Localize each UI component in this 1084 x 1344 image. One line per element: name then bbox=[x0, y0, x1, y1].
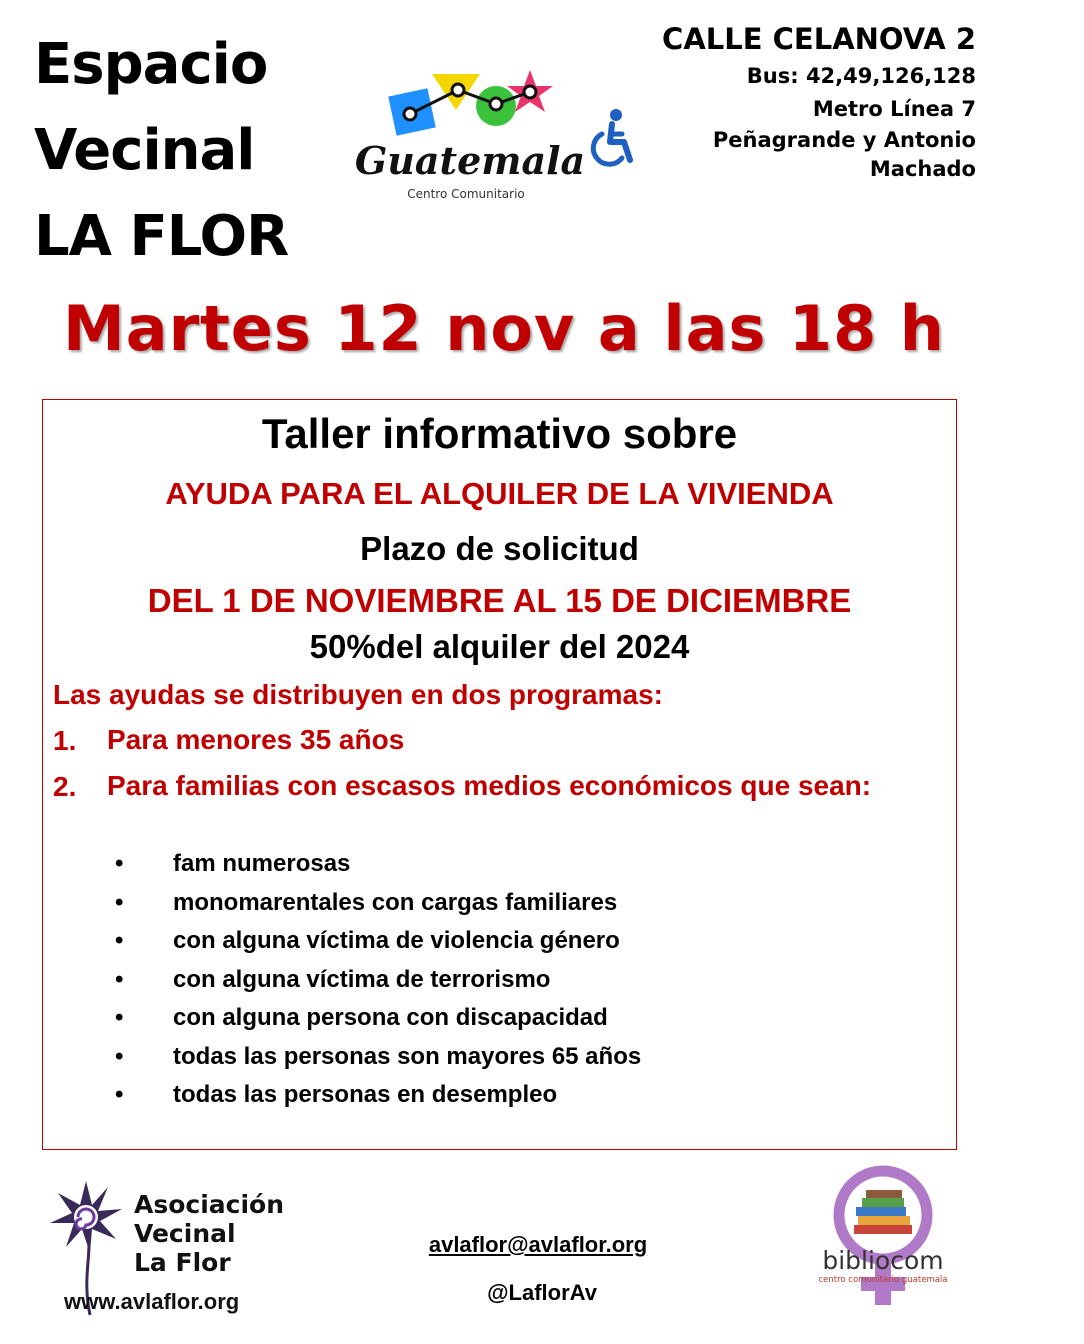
program-text: Para menores 35 años bbox=[107, 724, 405, 755]
event-date-time: Martes 12 nov a las 18 h bbox=[63, 292, 945, 365]
books-icon bbox=[854, 1190, 912, 1234]
address-stops-2: Machado bbox=[869, 157, 976, 181]
association-website[interactable]: www.avlaflor.org bbox=[64, 1289, 240, 1314]
condition-text: con alguna víctima de terrorismo bbox=[173, 965, 551, 993]
address-street: CALLE CELANOVA 2 bbox=[662, 22, 976, 56]
bullet: • bbox=[115, 1081, 124, 1108]
address-stops-1: Peñagrande y Antonio bbox=[712, 128, 976, 152]
program-item bbox=[53, 725, 933, 765]
program-number: 1. bbox=[53, 725, 77, 756]
logo-node-1 bbox=[404, 108, 416, 120]
logo-guatemala-subtitle: Centro Comunitario bbox=[407, 187, 525, 201]
bullet: • bbox=[115, 888, 124, 916]
title-line-2: Vecinal bbox=[34, 118, 255, 183]
info-heading: Taller informativo sobre bbox=[261, 410, 738, 457]
condition-text: con alguna víctima de violencia género bbox=[173, 927, 620, 954]
address-metro: Metro Línea 7 bbox=[812, 97, 976, 121]
info-topic: AYUDA PARA EL ALQUILER DE LA VIVIENDA bbox=[165, 476, 834, 511]
bullet: • bbox=[115, 1004, 124, 1031]
programs-intro: Las ayudas se distribuyen en dos programas: bbox=[53, 679, 663, 710]
association-name-line-3: La Flor bbox=[134, 1248, 231, 1277]
deadline-dates: DEL 1 DE NOVIEMBRE AL 15 DE DICIEMBRE bbox=[147, 582, 852, 619]
social-handle[interactable]: @LaflorAv bbox=[487, 1280, 597, 1305]
coverage-text: 50%del alquiler del 2024 bbox=[309, 628, 690, 665]
condition-text: todas las personas en desempleo bbox=[173, 1081, 558, 1108]
info-box bbox=[42, 399, 957, 1150]
program-number: 2. bbox=[53, 771, 77, 802]
logo-node-3 bbox=[490, 98, 502, 110]
bullet: • bbox=[115, 1042, 124, 1070]
logo-guatemala-word: Guatemala bbox=[354, 138, 586, 183]
bullet: • bbox=[115, 850, 124, 877]
bibliocom-logo bbox=[808, 1165, 958, 1310]
program-item bbox=[53, 771, 933, 851]
bibliocom-word: bibliocom bbox=[822, 1246, 944, 1275]
page-title bbox=[34, 22, 288, 280]
address-bus: Bus: 42,49,126,128 bbox=[746, 64, 976, 88]
title-line-1: Espacio bbox=[34, 32, 268, 97]
logo-node-4 bbox=[524, 86, 536, 98]
wheelchair-accessibility-icon bbox=[586, 108, 636, 170]
bullet: • bbox=[115, 927, 124, 954]
program-text: Para familias con escasos medios económicos que sean: bbox=[107, 770, 872, 801]
address-block bbox=[662, 18, 976, 184]
bibliocom-subtitle: centro comunitario guatemala bbox=[818, 1275, 948, 1285]
association-name-line-1: Asociación bbox=[134, 1190, 285, 1219]
contact-email-link[interactable]: avlaflor@avlaflor.org bbox=[428, 1232, 648, 1257]
title-line-3: LA FLOR bbox=[34, 204, 289, 269]
association-name-line-2: Vecinal bbox=[134, 1219, 236, 1248]
logo-node-2 bbox=[452, 84, 464, 96]
deadline-label: Plazo de solicitud bbox=[360, 530, 639, 567]
condition-text: monomarentales con cargas familiares bbox=[173, 888, 618, 916]
guatemala-logo bbox=[354, 62, 586, 212]
bullet: • bbox=[115, 965, 124, 993]
condition-text: fam numerosas bbox=[173, 850, 351, 877]
condition-text: todas las personas son mayores 65 años bbox=[173, 1042, 642, 1070]
condition-text: con alguna persona con discapacidad bbox=[173, 1004, 608, 1031]
